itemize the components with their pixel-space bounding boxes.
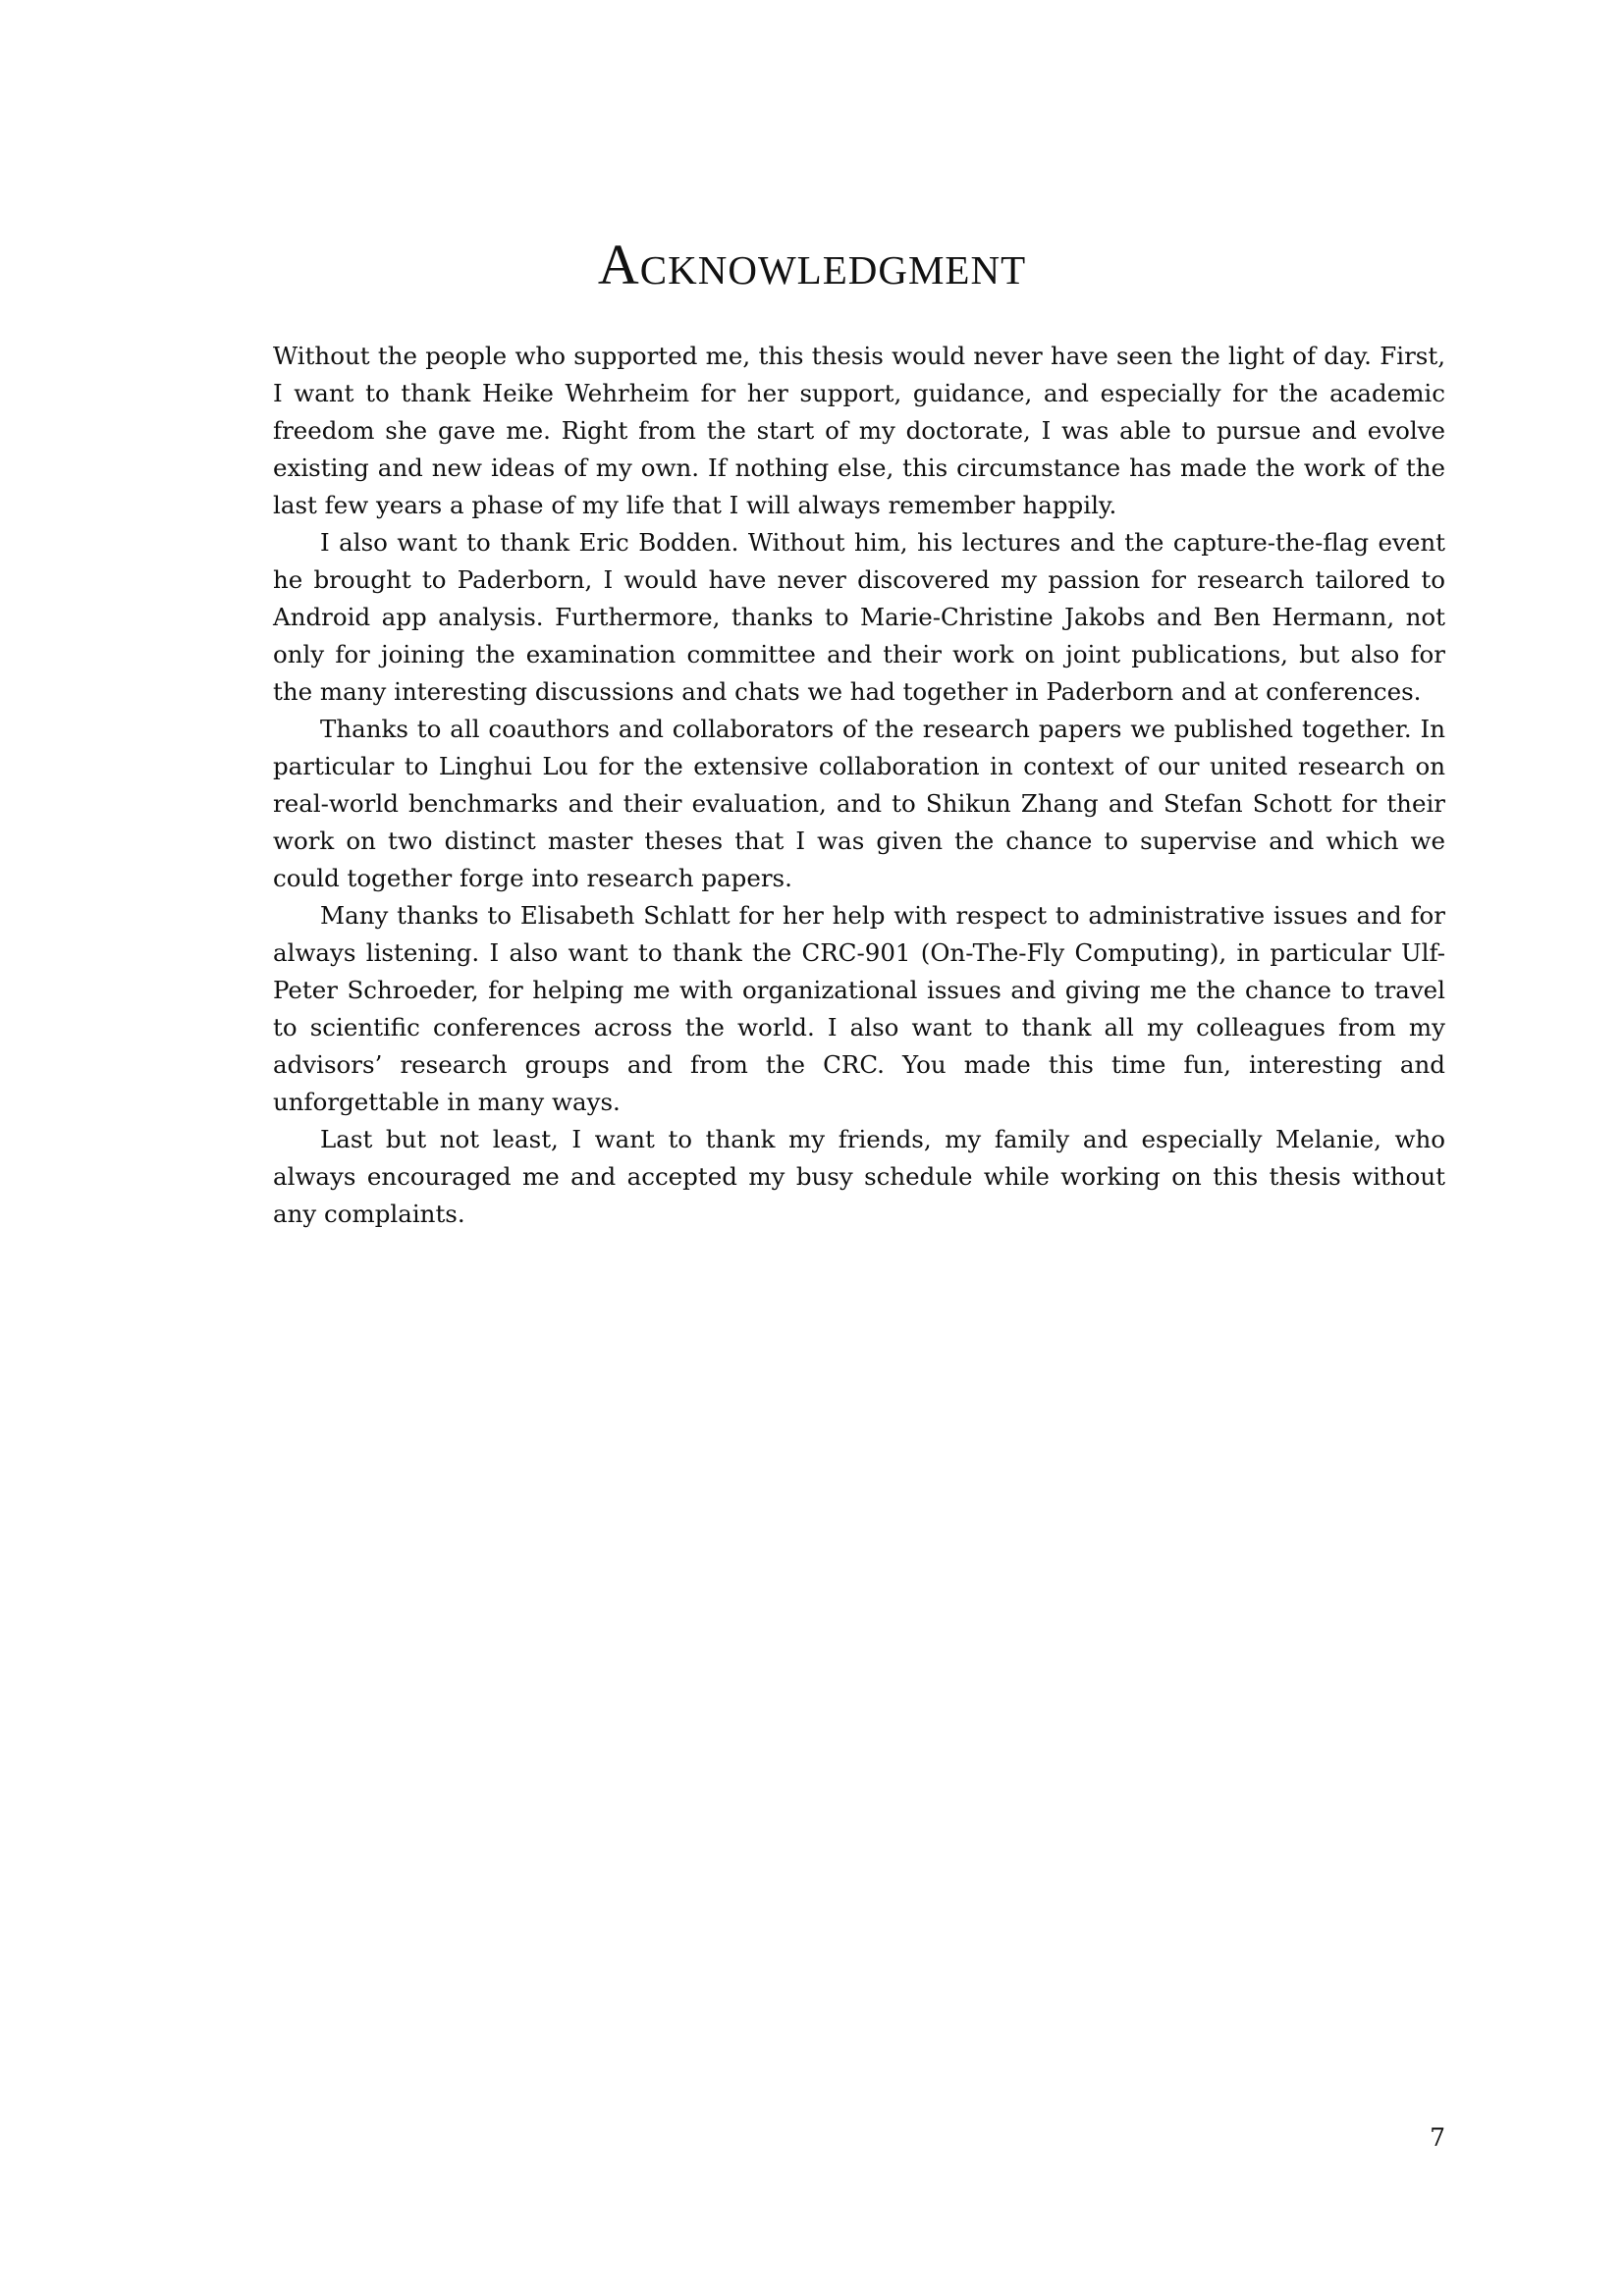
page-title: Acknowledgment — [597, 233, 1027, 296]
paragraph-3: Thanks to all coauthors and collaborators of the research papers we published together. In particular to Linghui Lou for the extensive collaboration in context of our united research on real-world benchmarks and their evaluation, and to Shikun Zhang and Stefan Schott for their work on two distinct master theses that I was given the chance to supervise and which we could together forge into research papers. — [273, 715, 1445, 892]
paragraph-1: Without the people who supported me, this thesis would never have seen the light of day. First, I want to thank Heike Wehrheim for her support, guidance, and especially for the academic freedom she gave me. Right from the start of my doctorate, I was able to pursue and evolve existing and new ideas of my own. If nothing else, this circumstance has made the work of the last few years a phase of my life that I will always remember happily. — [273, 342, 1445, 519]
acknowledgment-body — [273, 338, 1445, 1233]
paragraph-5: Last but not least, I want to thank my friends, my family and especially Melanie, who always encouraged me and accepted my busy schedule while working on this thesis without any complaints. — [273, 1125, 1445, 1228]
paragraph-4: Many thanks to Elisabeth Schlatt for her help with respect to administrative issues and for always listening. I also want to thank the CRC-901 (On-The-Fly Computing), in particular Ulf-Peter Schroeder, for helping me with organizational issues and giving me the chance to travel to scientific conferences across the world. I also want to thank all my colleagues from my advisors’ research groups and from the CRC. You made this time fun, interesting and unforgettable in many ways. — [273, 901, 1445, 1116]
page-number: 7 — [1430, 2123, 1445, 2152]
paragraph-2: I also want to thank Eric Bodden. Without him, his lectures and the capture-the-flag event he brought to Paderborn, I would have never discovered my passion for research tailored to Android app analysis. Furthermore, thanks to Marie-Christine Jakobs and Ben Hermann, not only for joining the examination committee and their work on joint publications, but also for the many interesting discussions and chats we had together in Paderborn and at conferences. — [273, 528, 1445, 706]
